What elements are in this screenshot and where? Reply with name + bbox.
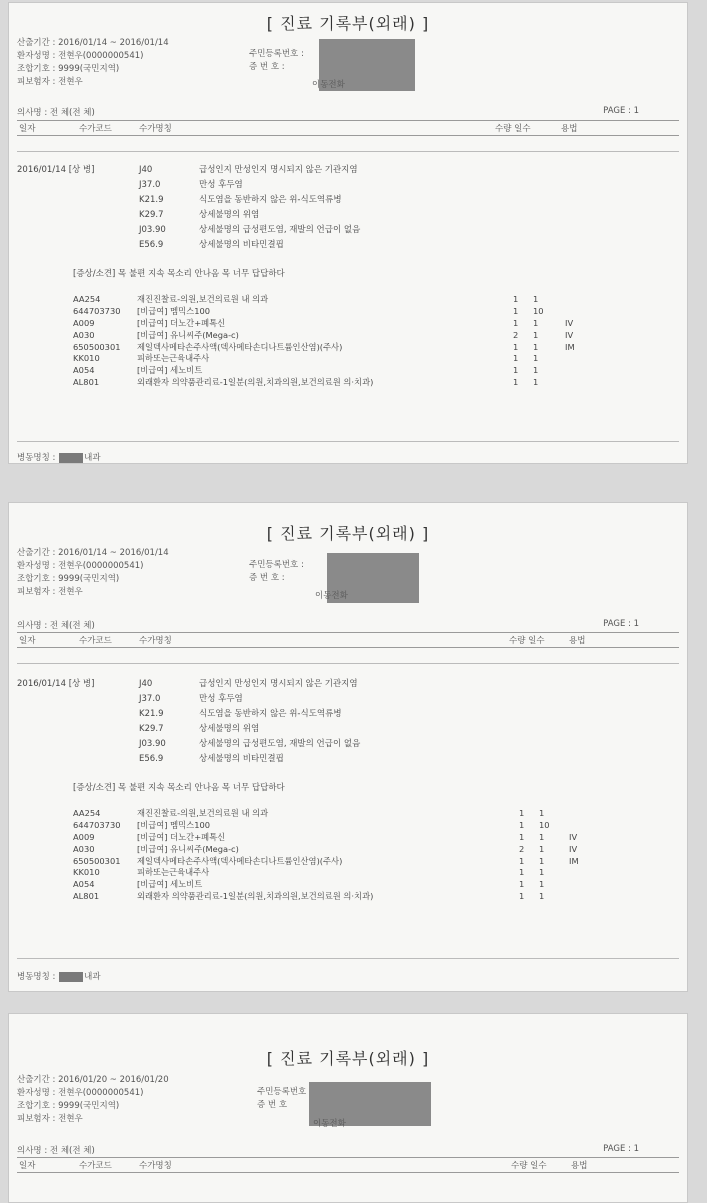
cell: 644703730 xyxy=(73,305,121,316)
order-row xyxy=(73,342,613,354)
cell: [비급여] 멤믹스100 xyxy=(137,305,211,316)
cell: 상세불명의 위염 xyxy=(199,724,260,734)
insurance-code: 조합기호 : 9999(국민지역) xyxy=(17,1101,120,1111)
insurance-code: 조합기호 : 9999(국민지역) xyxy=(17,574,120,584)
col-date: 일자 xyxy=(19,124,36,134)
patient-name: 환자성명 : 전현우(0000000541) xyxy=(17,561,144,571)
cell: [비급여] 유니씨주(Mega-c) xyxy=(137,329,239,340)
cell: 1 xyxy=(513,317,519,328)
cell: IV xyxy=(569,843,578,854)
diagnosis-section xyxy=(17,163,617,263)
ward-label: 병동명칭 : xyxy=(17,972,56,982)
period: 산출기간 : 2016/01/20 ~ 2016/01/20 xyxy=(17,1075,169,1085)
col-code: 수가코드 xyxy=(79,124,112,134)
page-title: [ 진료 기록부(외래) ] xyxy=(266,524,430,543)
doctor-row xyxy=(17,619,679,631)
cell: 1 xyxy=(533,329,539,340)
doctor-name: 의사명 : 전 체(전 체) xyxy=(17,108,95,118)
cell: A030 xyxy=(73,843,95,854)
orders-list xyxy=(73,294,613,389)
phone-label: 이동전화 xyxy=(315,591,348,601)
cell: KK010 xyxy=(73,867,100,878)
cell: 1 xyxy=(539,855,545,866)
cell: 650500301 xyxy=(73,855,121,866)
cell: 650500301 xyxy=(73,341,121,352)
patient-name: 환자성명 : 전현우(0000000541) xyxy=(17,1088,144,1098)
col-method: 용법 xyxy=(569,636,586,646)
order-row xyxy=(73,365,613,377)
column-header xyxy=(17,1157,679,1173)
order-row xyxy=(73,808,633,820)
cell: K29.7 xyxy=(139,724,164,734)
page-title: [ 진료 기록부(외래) ] xyxy=(266,14,430,33)
cell: 1 xyxy=(519,831,525,842)
cell: [비급여] 세노비트 xyxy=(137,879,203,890)
ward-dept: 내과 xyxy=(84,453,101,463)
cell: J40 xyxy=(139,165,153,175)
record-page-3 xyxy=(8,1013,688,1203)
cell: 상세불명의 비타민결핍 xyxy=(199,754,284,764)
orders-list xyxy=(73,808,633,903)
cell: A009 xyxy=(73,831,95,842)
cell: A054 xyxy=(73,879,95,890)
cell: 1 xyxy=(513,341,519,352)
page-number: PAGE : 1 xyxy=(603,106,639,116)
cell: A030 xyxy=(73,329,95,340)
col-qty: 수량 일수 xyxy=(509,636,545,646)
cell: J37.0 xyxy=(139,694,161,704)
cell: 만성 후두염 xyxy=(199,180,243,190)
cell: 식도염을 동반하지 않은 위-식도역류병 xyxy=(199,709,342,719)
cell: 1 xyxy=(533,317,539,328)
footer xyxy=(17,451,101,463)
ward-label: 병동명칭 : xyxy=(17,453,56,463)
col-method: 용법 xyxy=(571,1161,588,1171)
order-row xyxy=(73,318,613,330)
cell: E56.9 xyxy=(139,240,164,250)
cell: 1 xyxy=(533,377,539,388)
cell: 2 xyxy=(513,329,519,340)
order-row xyxy=(73,353,613,365)
order-row xyxy=(73,294,613,306)
cell: 1 xyxy=(513,377,519,388)
doctor-name: 의사명 : 전 체(전 체) xyxy=(17,621,95,631)
phone-label: 이동전화 xyxy=(312,80,345,90)
col-qty: 수량 일수 xyxy=(495,124,531,134)
cell: 2016/01/14 xyxy=(17,165,66,175)
col-date: 일자 xyxy=(19,1161,36,1171)
insured-person: 피보험자 : 전현우 xyxy=(17,77,83,87)
order-row xyxy=(73,820,633,832)
cell: 만성 후두염 xyxy=(199,694,243,704)
cell: 10 xyxy=(539,819,550,830)
cell: 외래환자 의약품관리료-1일분(의원,치과의원,보건의료원 의·치과) xyxy=(137,377,374,388)
cert-number-label: 증 번 호 : xyxy=(249,573,285,583)
insured-person: 피보험자 : 전현우 xyxy=(17,587,83,597)
order-row xyxy=(73,306,613,318)
cell: 2016/01/14 xyxy=(17,679,66,689)
cell: 제일덱사메타손주사액(덱사메타손디나트륨인산염)(주사) xyxy=(137,855,343,866)
cert-number-label: 증 번 호 xyxy=(257,1100,288,1110)
cell: J40 xyxy=(139,679,153,689)
cell: IV xyxy=(565,317,574,328)
cell: AA254 xyxy=(73,294,101,304)
patient-info xyxy=(17,547,169,599)
cell: KK010 xyxy=(73,353,100,364)
doctor-name: 의사명 : 전 체(전 체) xyxy=(17,1146,95,1156)
column-header xyxy=(17,120,679,136)
cell: 1 xyxy=(539,843,545,854)
cell: AA254 xyxy=(73,808,101,818)
cell: [비급여] 멤믹스100 xyxy=(137,819,211,830)
cell: 1 xyxy=(519,879,525,890)
order-row xyxy=(73,856,633,868)
cell: IV xyxy=(565,329,574,340)
order-row xyxy=(73,330,613,342)
cell: 외래환자 의약품관리료-1일분(의원,치과의원,보건의료원 의·치과) xyxy=(137,891,374,902)
cell: IV xyxy=(569,831,578,842)
column-header xyxy=(17,632,679,648)
cell: 1 xyxy=(539,808,545,818)
order-row xyxy=(73,867,633,879)
cell: 1 xyxy=(519,867,525,878)
cell: 상세불명의 위염 xyxy=(199,210,260,220)
id-info xyxy=(257,1086,306,1112)
cell: 1 xyxy=(533,294,539,304)
doctor-row xyxy=(17,1144,679,1156)
cell: 1 xyxy=(533,353,539,364)
divider xyxy=(17,663,679,664)
cell: A009 xyxy=(73,317,95,328)
order-row xyxy=(73,377,613,389)
cell: A054 xyxy=(73,365,95,376)
cell: [상 병] xyxy=(68,165,95,175)
id-number-label: 주민등록번호 xyxy=(257,1087,307,1097)
cell: IM xyxy=(569,855,579,866)
cell: 1 xyxy=(533,365,539,376)
divider xyxy=(17,441,679,442)
period: 산출기간 : 2016/01/14 ~ 2016/01/14 xyxy=(17,38,169,48)
cell: 1 xyxy=(519,808,525,818)
col-code: 수가코드 xyxy=(79,1161,112,1171)
cell: 1 xyxy=(513,365,519,376)
cert-number-label: 증 번 호 : xyxy=(249,62,285,72)
cell: J37.0 xyxy=(139,180,161,190)
cell: K21.9 xyxy=(139,195,164,205)
symptom-note: [증상/소견] 목 불편 지속 목소리 안나옴 목 너무 답답하다 xyxy=(73,783,285,793)
cell: 재진진찰료-의원,보건의료원 내 의과 xyxy=(137,808,269,818)
cell: 1 xyxy=(539,831,545,842)
divider xyxy=(17,151,679,152)
id-number-label: 주민등록번호 : xyxy=(249,560,304,570)
insured-person: 피보험자 : 전현우 xyxy=(17,1114,83,1124)
redacted-block xyxy=(59,972,83,982)
cell: 상세불명의 비타민결핍 xyxy=(199,240,284,250)
cell: 1 xyxy=(519,855,525,866)
cell: 644703730 xyxy=(73,819,121,830)
patient-info xyxy=(17,1074,169,1126)
cell: 1 xyxy=(539,891,545,902)
col-qty: 수량 일수 xyxy=(511,1161,547,1171)
cell: [비급여] 세노비트 xyxy=(137,365,203,376)
cell: 식도염을 동반하지 않은 위-식도역류병 xyxy=(199,195,342,205)
cell: 제일덱사메타손주사액(덱사메타손디나트륨인산염)(주사) xyxy=(137,341,343,352)
record-page-2 xyxy=(8,502,688,992)
cell: 1 xyxy=(539,879,545,890)
cell: IM xyxy=(565,341,575,352)
insurance-code: 조합기호 : 9999(국민지역) xyxy=(17,64,120,74)
record-page-1 xyxy=(8,2,688,464)
col-method: 용법 xyxy=(561,124,578,134)
phone-label: 이동전화 xyxy=(313,1119,346,1129)
doctor-row xyxy=(17,106,679,118)
col-name: 수가명칭 xyxy=(139,1161,172,1171)
cell: 1 xyxy=(519,891,525,902)
order-row xyxy=(73,891,633,903)
cell: 급성인지 만성인지 명시되지 않은 기관지염 xyxy=(199,165,358,175)
order-row xyxy=(73,844,633,856)
cell: 1 xyxy=(519,819,525,830)
cell: [상 병] xyxy=(68,679,95,689)
cell: K29.7 xyxy=(139,210,164,220)
page-title: [ 진료 기록부(외래) ] xyxy=(266,1049,430,1068)
cell: J03.90 xyxy=(139,225,166,235)
cell: 상세불명의 급성편도염, 재발의 언급이 없음 xyxy=(199,225,361,235)
patient-info xyxy=(17,37,169,89)
order-row xyxy=(73,832,633,844)
divider xyxy=(17,958,679,959)
col-name: 수가명칭 xyxy=(139,636,172,646)
cell: AL801 xyxy=(73,377,100,388)
cell: 1 xyxy=(513,353,519,364)
footer xyxy=(17,970,101,982)
cell: 재진진찰료-의원,보건의료원 내 의과 xyxy=(137,294,269,304)
cell: [비급여] 유니씨주(Mega-c) xyxy=(137,843,239,854)
cell: 1 xyxy=(539,867,545,878)
col-name: 수가명칭 xyxy=(139,124,172,134)
id-info xyxy=(249,48,304,74)
col-date: 일자 xyxy=(19,636,36,646)
symptom-note: [증상/소견] 목 불편 지속 목소리 안나옴 목 너무 답답하다 xyxy=(73,269,285,279)
page-number: PAGE : 1 xyxy=(603,1144,639,1154)
diagnosis-section xyxy=(17,677,617,777)
cell: 2 xyxy=(519,843,525,854)
cell: 피하또는근육내주사 xyxy=(137,867,210,878)
cell: 1 xyxy=(513,305,519,316)
record-date xyxy=(17,677,94,692)
cell: AL801 xyxy=(73,891,100,902)
col-code: 수가코드 xyxy=(79,636,112,646)
cell: 1 xyxy=(533,341,539,352)
cell: K21.9 xyxy=(139,709,164,719)
cell: [비급여] 더노간+폐톡신 xyxy=(137,831,226,842)
id-info xyxy=(249,559,304,585)
cell: 10 xyxy=(533,305,544,316)
order-row xyxy=(73,879,633,891)
page-number: PAGE : 1 xyxy=(603,619,639,629)
id-number-label: 주민등록번호 : xyxy=(249,49,304,59)
record-date xyxy=(17,163,94,178)
cell: J03.90 xyxy=(139,739,166,749)
cell: 피하또는근육내주사 xyxy=(137,353,210,364)
redacted-block xyxy=(59,453,83,463)
cell: 1 xyxy=(513,294,519,304)
ward-dept: 내과 xyxy=(84,972,101,982)
cell: 상세불명의 급성편도염, 재발의 언급이 없음 xyxy=(199,739,361,749)
cell: E56.9 xyxy=(139,754,164,764)
cell: 급성인지 만성인지 명시되지 않은 기관지염 xyxy=(199,679,358,689)
cell: [비급여] 더노간+폐톡신 xyxy=(137,317,226,328)
patient-name: 환자성명 : 전현우(0000000541) xyxy=(17,51,144,61)
period: 산출기간 : 2016/01/14 ~ 2016/01/14 xyxy=(17,548,169,558)
